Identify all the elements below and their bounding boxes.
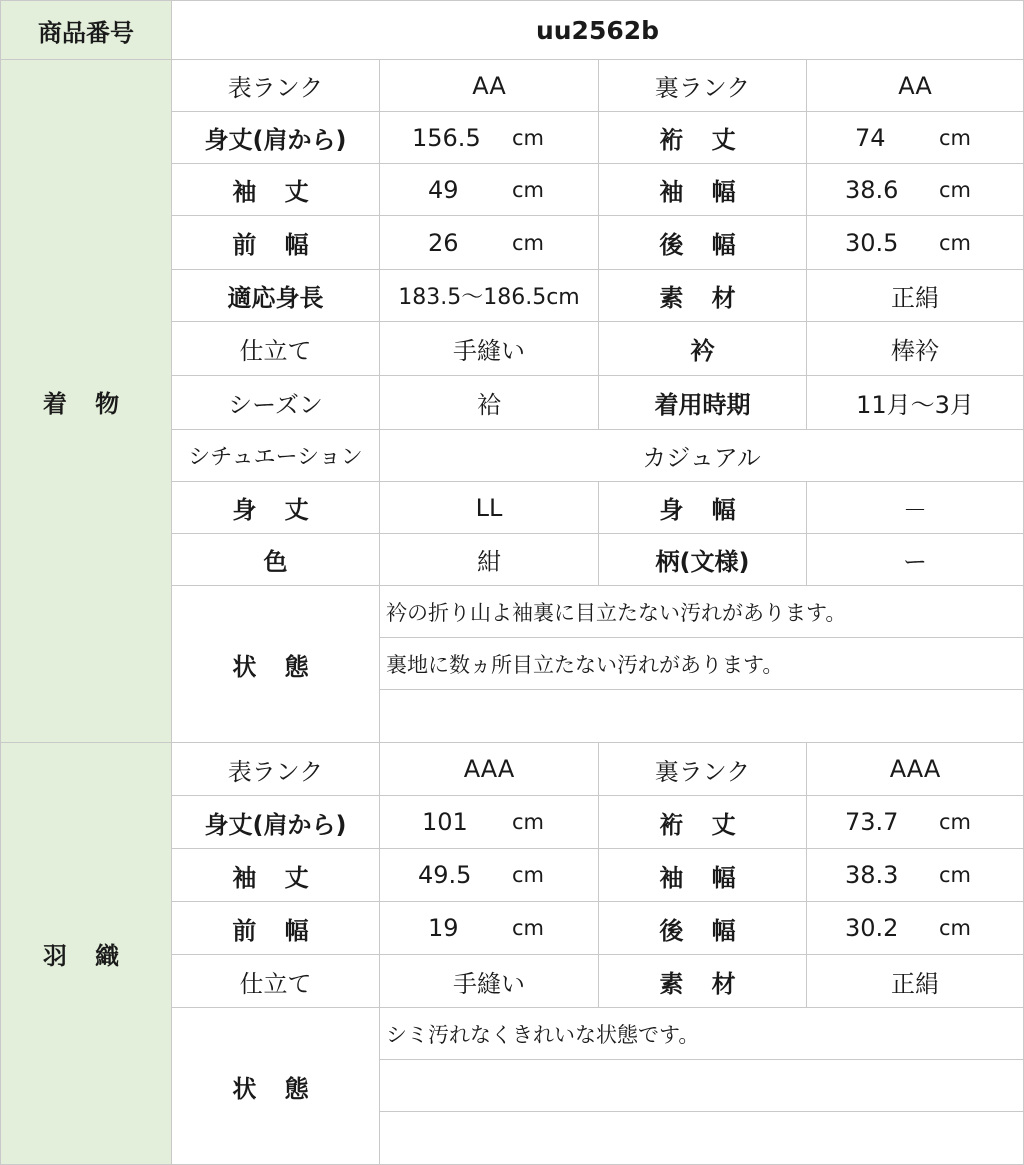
kimono-sodehaba-value: 38.6 xyxy=(845,175,899,204)
haori-section-label: 羽 織 xyxy=(0,742,172,1165)
kimono-yuki-label: 裄 丈 xyxy=(598,111,807,164)
unit-label: cm xyxy=(512,230,545,255)
kimono-maehaba-cell xyxy=(379,215,599,270)
haori-maehaba-value: 19 xyxy=(428,914,459,942)
kimono-height-label: 適応身長 xyxy=(171,269,380,322)
kimono-ushirohaba-label: 後 幅 xyxy=(598,215,807,270)
kimono-maehaba-label: 前 幅 xyxy=(171,215,380,270)
haori-yuki-label: 裄 丈 xyxy=(598,795,807,849)
haori-maehaba-cell xyxy=(379,901,599,955)
haori-yuki-value: 73.7 xyxy=(845,808,899,836)
kimono-situation-label: シチュエーション xyxy=(171,429,380,482)
kimono-mitake-cell xyxy=(379,111,599,164)
kimono-color-value: 紺 xyxy=(379,533,599,586)
kimono-condition-label: 状 態 xyxy=(171,585,380,743)
kimono-sodetake-label: 袖 丈 xyxy=(171,163,380,216)
haori-condition-line-1: シミ汚れなくきれいな状態です。 xyxy=(379,1007,1024,1060)
kimono-season-label: シーズン xyxy=(171,375,380,430)
kimono-season-value: 袷 xyxy=(379,375,599,430)
haori-tailoring-label: 仕立て xyxy=(171,954,380,1008)
unit-label: cm xyxy=(939,230,972,255)
kimono-period-value: 11月～3月 xyxy=(806,375,1024,430)
kimono-ushirohaba-cell xyxy=(806,215,1024,270)
unit-label: cm xyxy=(512,863,545,887)
kimono-mitake-value: 156.5 xyxy=(412,123,481,152)
unit-label: cm xyxy=(512,810,545,834)
kimono-color-label: 色 xyxy=(171,533,380,586)
kimono-sodetake-value: 49 xyxy=(428,175,459,204)
unit-label: cm xyxy=(939,177,972,202)
unit-label: cm xyxy=(939,125,972,150)
haori-mitake-label: 身丈(肩から) xyxy=(171,795,380,849)
kimono-section-label: 着 物 xyxy=(0,59,172,743)
kimono-material-value: 正絹 xyxy=(806,269,1024,322)
haori-omote-rank: AAA xyxy=(379,742,599,796)
haori-sodetake-cell xyxy=(379,848,599,902)
kimono-condition-line-3 xyxy=(379,689,1024,743)
product-number-label: 商品番号 xyxy=(0,0,172,60)
haori-material-value: 正絹 xyxy=(806,954,1024,1008)
haori-mitake-value: 101 xyxy=(422,808,468,836)
haori-sodehaba-value: 38.3 xyxy=(845,861,899,889)
haori-ura-rank: AAA xyxy=(806,742,1024,796)
kimono-omote-rank-label: 表ランク xyxy=(171,59,380,112)
kimono-period-label: 着用時期 xyxy=(598,375,807,430)
kimono-yuki-value: 74 xyxy=(855,123,886,152)
kimono-sodehaba-cell xyxy=(806,163,1024,216)
kimono-ushirohaba-value: 30.5 xyxy=(845,228,899,257)
kimono-sodehaba-label: 袖 幅 xyxy=(598,163,807,216)
unit-label: cm xyxy=(939,916,972,940)
kimono-pattern-value: ー xyxy=(806,533,1024,586)
kimono-width-value: － xyxy=(806,481,1024,534)
haori-sodetake-value: 49.5 xyxy=(418,861,472,889)
kimono-ura-rank: AA xyxy=(806,59,1024,112)
haori-ushirohaba-label: 後 幅 xyxy=(598,901,807,955)
kimono-omote-rank: AA xyxy=(379,59,599,112)
kimono-yuki-cell xyxy=(806,111,1024,164)
kimono-height-value: 183.5～186.5cm xyxy=(379,269,599,322)
unit-label: cm xyxy=(939,863,972,887)
kimono-condition-line-1: 衿の折り山よ袖裏に目立たない汚れがあります。 xyxy=(379,585,1024,638)
haori-sodetake-label: 袖 丈 xyxy=(171,848,380,902)
haori-tailoring-value: 手縫い xyxy=(379,954,599,1008)
kimono-condition-line-2: 裏地に数ヵ所目立たない汚れがあります。 xyxy=(379,637,1024,690)
kimono-sodetake-cell xyxy=(379,163,599,216)
haori-sodehaba-cell xyxy=(806,848,1024,902)
product-number-value: uu2562b xyxy=(171,0,1024,60)
haori-condition-label: 状 態 xyxy=(171,1007,380,1165)
kimono-size-value: LL xyxy=(379,481,599,534)
haori-ushirohaba-value: 30.2 xyxy=(845,914,899,942)
kimono-collar-label: 衿 xyxy=(598,321,807,376)
haori-sodehaba-label: 袖 幅 xyxy=(598,848,807,902)
unit-label: cm xyxy=(512,177,545,202)
unit-label: cm xyxy=(512,916,545,940)
haori-ura-rank-label: 裏ランク xyxy=(598,742,807,796)
haori-material-label: 素 材 xyxy=(598,954,807,1008)
haori-mitake-cell xyxy=(379,795,599,849)
haori-condition-line-3 xyxy=(379,1111,1024,1165)
unit-label: cm xyxy=(512,125,545,150)
kimono-situation-value: カジュアル xyxy=(379,429,1024,482)
haori-omote-rank-label: 表ランク xyxy=(171,742,380,796)
haori-maehaba-label: 前 幅 xyxy=(171,901,380,955)
haori-yuki-cell xyxy=(806,795,1024,849)
unit-label: cm xyxy=(939,810,972,834)
kimono-ura-rank-label: 裏ランク xyxy=(598,59,807,112)
kimono-width-label: 身 幅 xyxy=(598,481,807,534)
kimono-pattern-label: 柄(文様) xyxy=(598,533,807,586)
haori-condition-line-2 xyxy=(379,1059,1024,1112)
kimono-material-label: 素 材 xyxy=(598,269,807,322)
kimono-mitake-label: 身丈(肩から) xyxy=(171,111,380,164)
kimono-size-label: 身 丈 xyxy=(171,481,380,534)
kimono-maehaba-value: 26 xyxy=(428,228,459,257)
kimono-collar-value: 棒衿 xyxy=(806,321,1024,376)
kimono-tailoring-value: 手縫い xyxy=(379,321,599,376)
haori-ushirohaba-cell xyxy=(806,901,1024,955)
kimono-tailoring-label: 仕立て xyxy=(171,321,380,376)
